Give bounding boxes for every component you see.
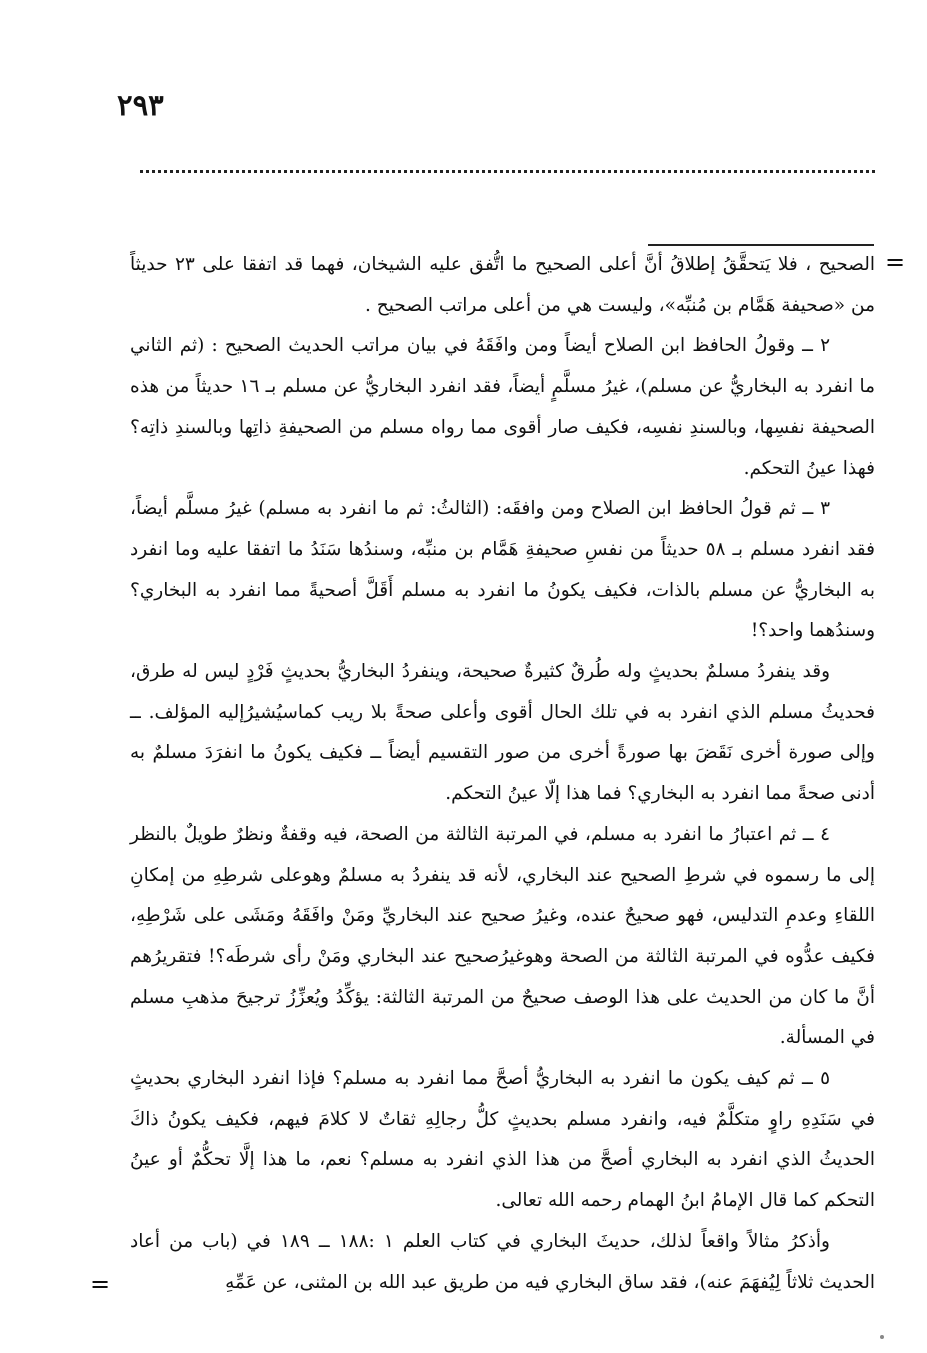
paragraph-1: الصحيح ، فلا يَتحقَّقُ إطلاقُ أنَّ أعلى الصحيح ما اتُّفق عليه الشيخان، فهما قد اتفقا على ٢٣ حديثاً من «صحيفة هَمَّام بن مُنبِّه»، وليست هي من أعلى مراتب الصحيح . bbox=[130, 254, 875, 316]
dotted-separator bbox=[140, 170, 875, 173]
continuation-mark-top: = bbox=[885, 248, 906, 276]
paragraph-3: ٣ ــ ثم قولُ الحافظ ابن الصلاح ومن وافقَه: (الثالثُ: ثم ما انفرد به مسلم) غيرُ مسلَّم أيضاً، فقد انفرد مسلم بـ ٥٨ حديثاً من نفسِ صحيفةِ هَمَّام بن منبِّه، وسندُها سَنَدُ ما اتفقا عليه وما انفرد به البخاريُّ عن مسلم بالذات، فكيف يكونُ ما انفرد به مسلم أَقَلَّ أصحيةً مما انفرد به البخاري؟ وسندُهما واحد؟! bbox=[130, 498, 875, 642]
paragraph-7: وأذكرُ مثالاً واقعاً لذلك، حديثَ البخاري في كتاب العلم ١ :١٨٨ ــ ١٨٩ في (باب من أعاد الحديث ثلاثاً لِيُفهَمَ عنه)، فقد ساق البخاري فيه من طريق عبد الله بن المثنى، عن عَمِّهِ bbox=[130, 1230, 875, 1293]
paragraph-6: ٥ ــ ثم كيف يكون ما انفرد به البخاريُّ أصحَّ مما انفرد به مسلم؟ فإذا انفرد البخاري بحديثٍ في سَنَدِهِ راوٍ متكلَّمٌ فيه، وانفرد مسلم بحديثٍ كلُّ رجالِهِ ثقاتٌ لا كلامَ فيهم، فكيف يكونُ ذاكَ الحديثُ الذي انفرد به البخاري أصحَّ من هذا الذي انفرد به مسلم؟ نعم، ما هذا إلَّا تحكُّمٌ أو عينُ التحكم كما قال الإمامُ ابنُ الهمام رحمه الله تعالى. bbox=[130, 1068, 875, 1212]
footnote-body bbox=[130, 245, 875, 1303]
page-number: ٢٩٣ bbox=[117, 88, 164, 122]
paragraph-2: ٢ ــ وقولُ الحافظ ابن الصلاح أيضاً ومن وافَقَهُ في بيان مراتب الحديث الصحيح : (ثم الثاني ما انفرد به البخاريُّ عن مسلم)، غيرُ مسلَّمٍ أيضاً، فقد انفرد البخاريُّ عن مسلم بـ ١٦ حديثاً من هذه الصحيفة نفسِها، وبالسندِ نفسِه، فكيف صار أقوى مما رواه مسلم من الصحيفةِ ذاتِها وبالسندِ ذاتِه؟ فهذا عينُ التحكم. bbox=[130, 335, 875, 479]
continuation-mark-bottom: = bbox=[90, 1270, 111, 1298]
paragraph-5: ٤ ــ ثم اعتبارُ ما انفرد به مسلم، في المرتبة الثالثة من الصحة، فيه وقفةٌ ونظرٌ طويلٌ بالنظر إلى ما رسموه في شرطِ الصحيح عند البخاري، لأنه قد ينفردُ به مسلمٌ وهوعلى شرطِهِ من إمكانِ اللقاءِ وعدمِ التدليس، فهو صحيحٌ عنده، وغيرُ صحيح عند البخاريِّ ومَنْ وافَقَهُ ومَشَى على شَرْطِهِ، فكيف عدُّوه في المرتبة الثالثة من الصحة وهوغيرُصحيح عند البخاري ومَنْ رأى شرطَه؟! فتقريرُهم أنَّ ما كان من الحديث على هذا الوصف صحيحٌ من المرتبة الثالثة: يؤكِّدُ ويُعزِّزُ ترجيحَ مذهبِ مسلم في المسألة. bbox=[130, 823, 875, 1049]
paragraph-4: وقد ينفردُ مسلمٌ بحديثٍ وله طُرقٌ كثيرةٌ صحيحة، وينفردُ البخاريُّ بحديثٍ فَرْدٍ ليس له طرق، فحديثُ مسلم الذي انفرد به في تلك الحال أقوى وأعلى صحةً بلا ريب كماسيُشيرُإليه المؤلف. ــ وإلى صورة أخرى نَقَضَ بها صورةً أخرى من صور التقسيم أيضاً ــ فكيف يكونُ ما انفرَدَ مسلمٌ به أدنى صحةً مما انفرد به البخاري؟ فما هذا إلّا عينُ التحكم. bbox=[130, 661, 875, 805]
margin-dot bbox=[880, 1335, 884, 1339]
